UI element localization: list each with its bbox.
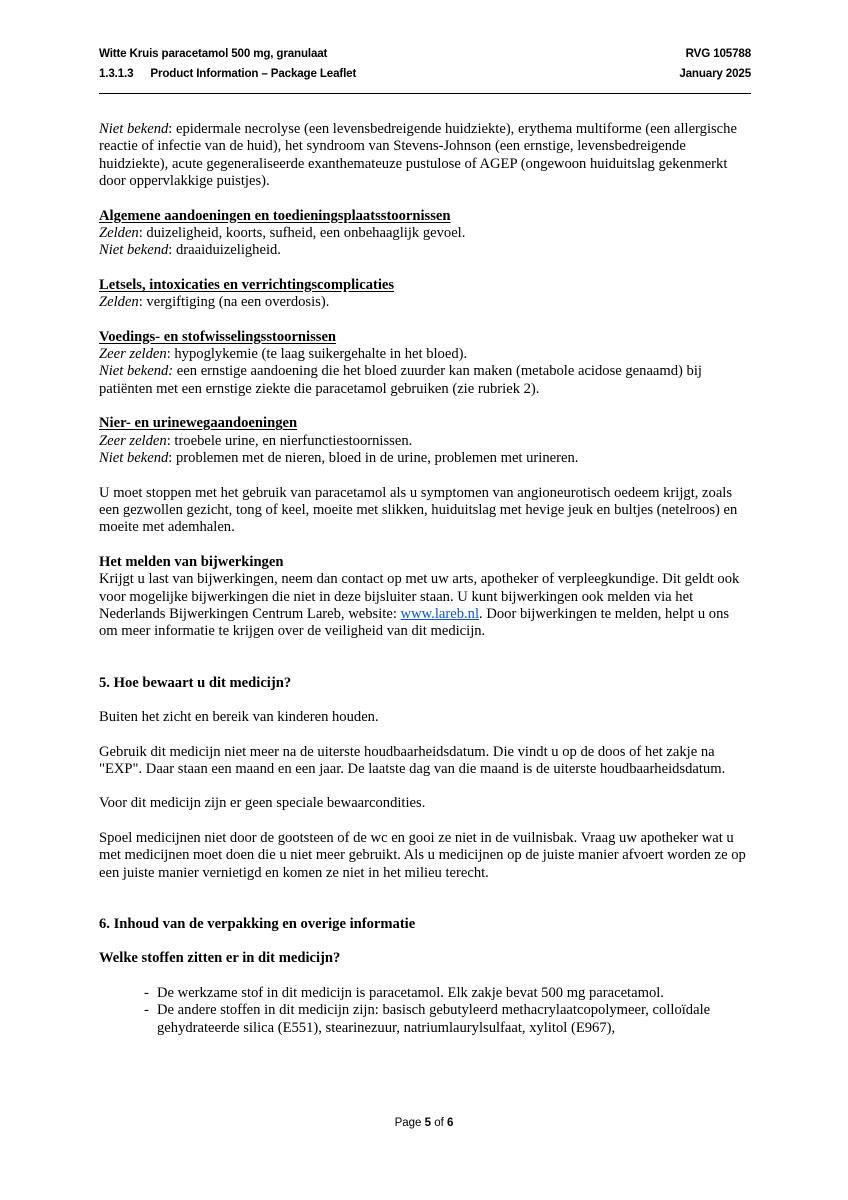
frequency-text: : problemen met de nieren, bloed in de urine, problemen met urineren. xyxy=(168,450,579,467)
spacer xyxy=(99,778,751,795)
footer-prefix: Page xyxy=(394,1117,422,1129)
footer-current-page: 5 xyxy=(424,1117,432,1129)
spacer xyxy=(99,191,751,208)
warning-paragraph: U moet stoppen met het gebruik van paracetamol als u symptomen van angioneurotisch oedeem krijgt, zoals een gezwollen gezicht, tong of keel, moeite met slikken, huiduitslag met hevige jeuk en bultjes (netelroos) en moeite met ademhalen. xyxy=(99,484,738,536)
header-row-product xyxy=(99,44,751,64)
spacer xyxy=(99,537,751,554)
frequency-text: : duizeligheid, koorts, sufheid, een onbehaaglijk gevoel. xyxy=(138,225,466,242)
spacer xyxy=(99,968,751,985)
intro-paragraph-text: : epidermale necrolyse (een levensbedreigende huidziekte), erythema multiforme (een allergische reactie of infectie van de huid), het syndroom van Stevens-Johnson (een ernstige, levensbedreigende huidziekte), acute gegeneraliseerde exanthemateuze pustulose of AGEP (ongewoon huiduitslag gekenmerkt door oppervlakkige puistjes). xyxy=(99,121,737,190)
reporting-paragraph xyxy=(99,571,751,641)
ingredients-list xyxy=(99,985,751,1037)
doc-section-number: 1.3.1.3 xyxy=(99,67,134,80)
section-line xyxy=(99,450,751,467)
section-6-heading: 6. Inhoud van de verpakking en overige informatie xyxy=(99,916,416,932)
spacer xyxy=(99,398,751,415)
section-heading-algemene-aandoeningen xyxy=(99,208,751,225)
section-line xyxy=(99,242,751,259)
section-heading-text: Voedings- en stofwisselingsstoornissen xyxy=(99,328,337,345)
document-date: January 2025 xyxy=(679,67,751,80)
list-item-text: De werkzame stof in dit medicijn is paracetamol. Elk zakje bevat 500 mg paracetamol. xyxy=(157,984,664,1001)
reporting-heading: Het melden van bijwerkingen xyxy=(99,553,284,570)
list-item xyxy=(99,1002,751,1037)
section-heading-letsels-intoxicaties xyxy=(99,277,751,294)
section-6-subheading: Welke stoffen zitten er in dit medicijn? xyxy=(99,950,341,967)
frequency-text: een ernstige aandoening die het bloed zuurder kan maken (metabole acidose genaamd) bij patiënten met een ernstige ziekte die paracetamol gebruiken (zie rubriek 2). xyxy=(99,363,702,397)
section-heading-nier-urineweg xyxy=(99,415,751,432)
section-line xyxy=(99,294,751,311)
header-divider xyxy=(99,93,751,94)
spacer xyxy=(99,882,751,916)
frequency-label: Zelden xyxy=(99,225,139,242)
footer-total-pages: 6 xyxy=(447,1117,454,1129)
doc-section xyxy=(99,64,356,84)
document-body xyxy=(99,121,751,1037)
reporting-text-before-link: Krijgt u last van bijwerkingen, neem dan contact op met uw arts, apotheker of verpleegkundige. Dit geldt ook voor mogelijke bijwerkingen die niet in deze bijsluiter staan. U kunt bijwerkingen ook melden via het Nederlands Bijwerkingen Centrum Lareb, website: xyxy=(99,571,740,622)
section-line xyxy=(99,433,751,450)
section-line xyxy=(99,346,751,363)
frequency-label: Niet bekend xyxy=(99,242,169,259)
spacer xyxy=(99,468,751,485)
frequency-text: : draaiduizeligheid. xyxy=(168,242,281,259)
page-footer xyxy=(0,1117,848,1129)
page-header xyxy=(99,44,751,84)
doc-section-title: Product Information – Package Leaflet xyxy=(150,67,357,80)
section-5-paragraph: Spoel medicijnen niet door de gootsteen of de wc en gooi ze niet in de vuilnisbak. Vraag uw apotheker wat u met medicijnen moet doen die u niet meer gebruikt. Als u medicijnen op de juiste manier afvoert worden ze op een juiste manier vernietigd en komen ze niet in het milieu terecht. xyxy=(99,829,746,881)
product-name: Witte Kruis paracetamol 500 mg, granulaat xyxy=(99,47,328,60)
footer-separator: of xyxy=(434,1117,444,1129)
rvg-number: RVG 105788 xyxy=(685,47,751,60)
spacer xyxy=(99,260,751,277)
list-item xyxy=(99,985,751,1002)
frequency-label: Zelden xyxy=(99,294,139,311)
section-heading-text: Letsels, intoxicaties en verrichtingscomplicaties xyxy=(99,276,395,293)
section-line xyxy=(99,363,751,398)
section-line xyxy=(99,225,751,242)
section-heading-voedings-stofwisseling xyxy=(99,329,751,346)
frequency-text: : troebele urine, en nierfunctiestoornissen. xyxy=(166,432,413,449)
lareb-website-link[interactable]: www.lareb.nl xyxy=(400,605,480,622)
spacer xyxy=(99,933,751,950)
frequency-text: : hypoglykemie (te laag suikergehalte in het bloed). xyxy=(166,346,468,363)
spacer xyxy=(99,692,751,709)
section-heading-text: Nier- en urinewegaandoeningen xyxy=(99,415,298,432)
bullet-marker: - xyxy=(144,1002,149,1019)
intro-frequency-label: Niet bekend xyxy=(99,121,169,137)
frequency-label: Niet bekend: xyxy=(99,363,174,380)
section-5-paragraph: Buiten het zicht en bereik van kinderen houden. xyxy=(99,709,379,726)
reporting-text-after-link: . Door bijwerkingen te melden, helpt u ons om meer informatie te krijgen over de veiligheid van dit medicijn. xyxy=(99,605,730,640)
frequency-text: : vergiftiging (na een overdosis). xyxy=(138,294,330,311)
section-5-heading: 5. Hoe bewaart u dit medicijn? xyxy=(99,674,292,691)
spacer xyxy=(99,641,751,675)
header-row-section xyxy=(99,64,751,84)
spacer xyxy=(99,727,751,744)
section-5-paragraph: Gebruik dit medicijn niet meer na de uiterste houdbaarheidsdatum. Die vindt u op de doos of het zakje na "EXP". Daar staan een maand en een jaar. De laatste dag van die maand is de uiterste houdbaarheidsdatum. xyxy=(99,743,726,777)
list-item-text: De andere stoffen in dit medicijn zijn: basisch gebutyleerd methacrylaatcopolymeer, colloïdale gehydrateerde silica (E551), stearinezuur, natriumlaurylsulfaat, xylitol (E967), xyxy=(157,1002,711,1036)
frequency-label: Zeer zelden xyxy=(99,432,167,449)
spacer xyxy=(99,312,751,329)
bullet-marker: - xyxy=(144,984,149,1001)
spacer xyxy=(99,813,751,830)
section-heading-text: Algemene aandoeningen en toedieningsplaatsstoornissen xyxy=(99,207,451,224)
section-5-paragraph: Voor dit medicijn zijn er geen speciale bewaarcondities. xyxy=(99,795,426,812)
intro-paragraph xyxy=(99,121,751,191)
frequency-label: Niet bekend xyxy=(99,450,169,467)
frequency-label: Zeer zelden xyxy=(99,346,167,363)
